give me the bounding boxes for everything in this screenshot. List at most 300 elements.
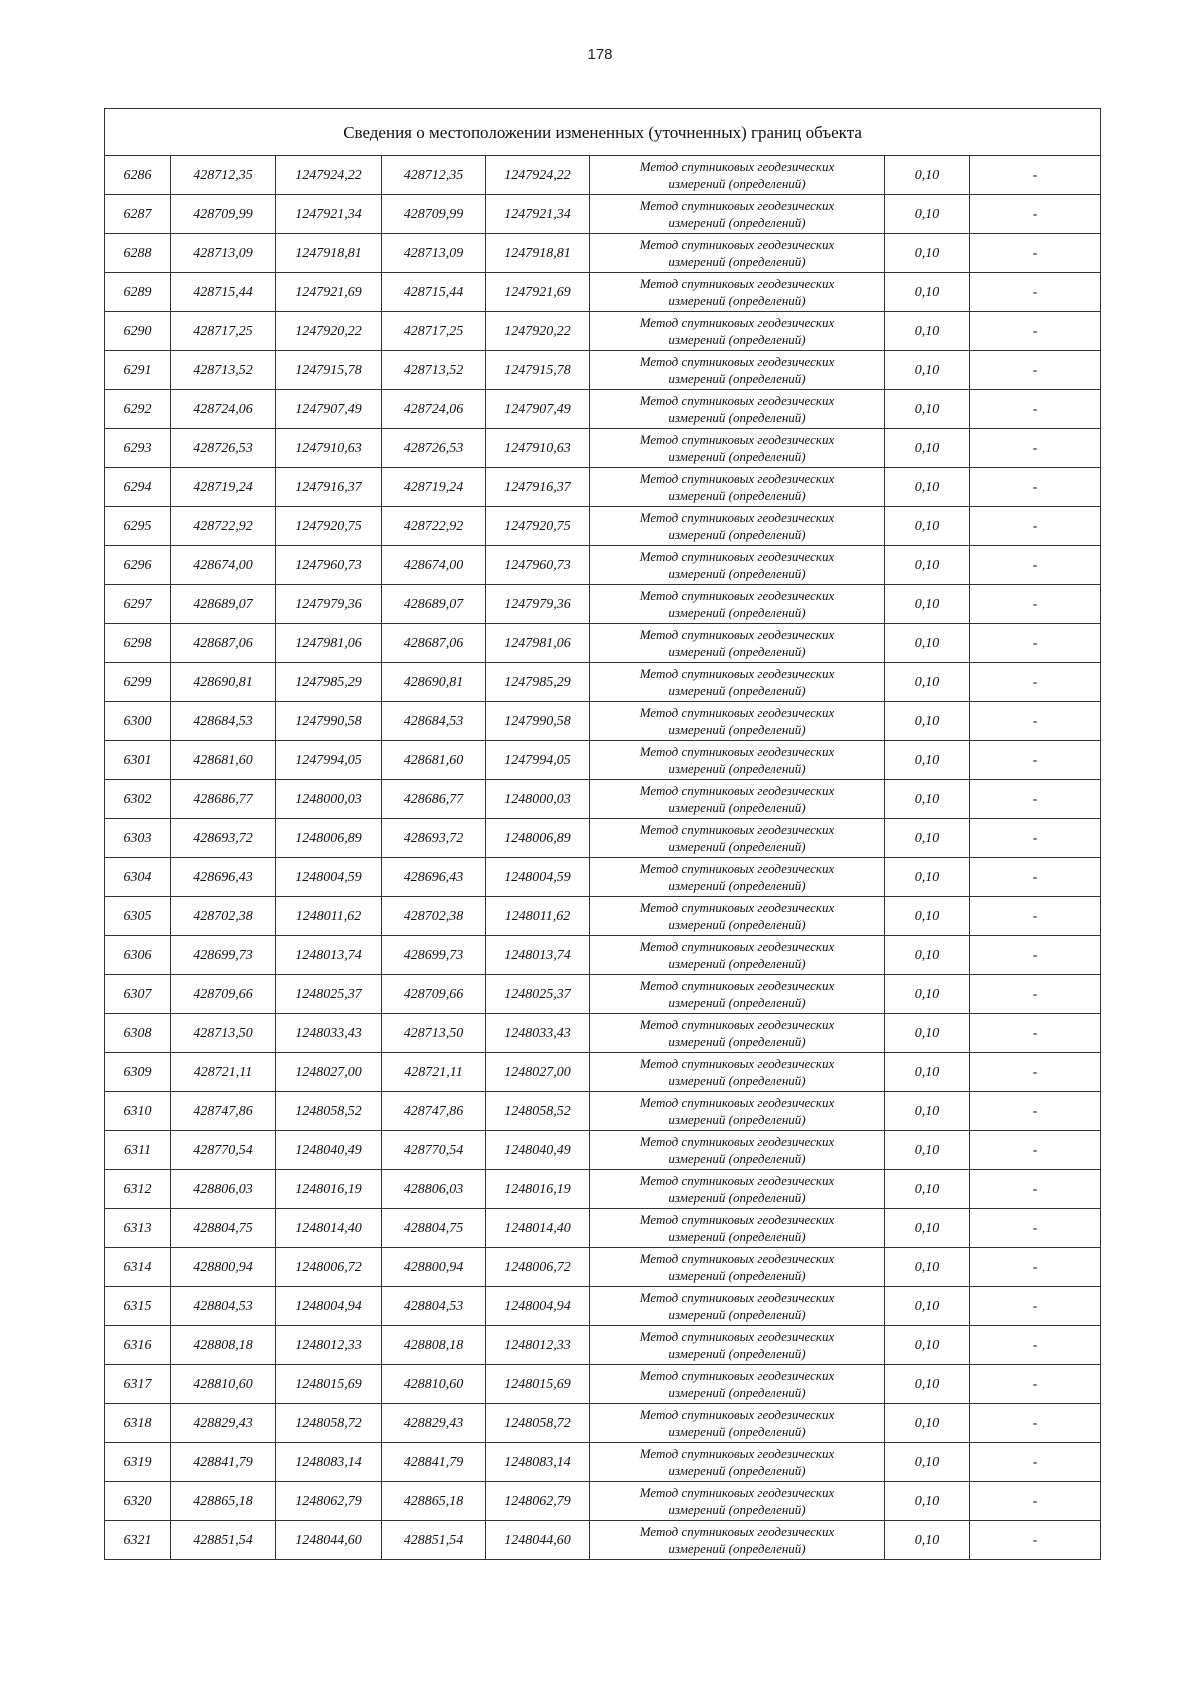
note-cell: - [970, 1443, 1101, 1482]
method-line-2: измерений (определений) [668, 293, 806, 308]
method-line-1: Метод спутниковых геодезических [639, 276, 835, 291]
y-old-cell: 1248062,79 [276, 1482, 382, 1521]
note-cell: - [970, 1521, 1101, 1560]
method-line-2: измерений (определений) [668, 878, 806, 893]
y-old-cell: 1248027,00 [276, 1053, 382, 1092]
table-row [105, 1014, 1101, 1053]
x-new-cell: 428804,75 [382, 1209, 486, 1248]
method-line-1: Метод спутниковых геодезических [639, 1134, 835, 1149]
table-row [105, 780, 1101, 819]
method-line-2: измерений (определений) [668, 605, 806, 620]
x-new-cell: 428804,53 [382, 1287, 486, 1326]
point-number-cell: 6303 [105, 819, 171, 858]
accuracy-cell: 0,10 [885, 780, 970, 819]
method-cell [590, 624, 885, 663]
note-cell: - [970, 819, 1101, 858]
y-old-cell: 1248006,72 [276, 1248, 382, 1287]
note-cell: - [970, 1131, 1101, 1170]
accuracy-cell: 0,10 [885, 507, 970, 546]
method-line-1: Метод спутниковых геодезических [639, 237, 835, 252]
method-cell [590, 1326, 885, 1365]
method-line-2: измерений (определений) [668, 566, 806, 581]
x-old-cell: 428690,81 [171, 663, 276, 702]
x-new-cell: 428851,54 [382, 1521, 486, 1560]
x-new-cell: 428713,52 [382, 351, 486, 390]
point-number-cell: 6300 [105, 702, 171, 741]
y-old-cell: 1247910,63 [276, 429, 382, 468]
x-old-cell: 428709,66 [171, 975, 276, 1014]
method-cell [590, 546, 885, 585]
method-line-1: Метод спутниковых геодезических [639, 627, 835, 642]
method-line-1: Метод спутниковых геодезических [639, 1446, 835, 1461]
x-old-cell: 428747,86 [171, 1092, 276, 1131]
point-number-cell: 6305 [105, 897, 171, 936]
method-line-2: измерений (определений) [668, 410, 806, 425]
x-new-cell: 428810,60 [382, 1365, 486, 1404]
point-number-cell: 6312 [105, 1170, 171, 1209]
x-old-cell: 428722,92 [171, 507, 276, 546]
method-line-1: Метод спутниковых геодезических [639, 159, 835, 174]
x-new-cell: 428681,60 [382, 741, 486, 780]
note-cell: - [970, 1326, 1101, 1365]
method-line-2: измерений (определений) [668, 1112, 806, 1127]
x-old-cell: 428713,50 [171, 1014, 276, 1053]
method-cell [590, 936, 885, 975]
y-old-cell: 1247990,58 [276, 702, 382, 741]
method-line-1: Метод спутниковых геодезических [639, 1095, 835, 1110]
method-line-1: Метод спутниковых геодезических [639, 939, 835, 954]
method-line-1: Метод спутниковых геодезических [639, 510, 835, 525]
accuracy-cell: 0,10 [885, 1326, 970, 1365]
point-number-cell: 6318 [105, 1404, 171, 1443]
accuracy-cell: 0,10 [885, 273, 970, 312]
method-line-1: Метод спутниковых геодезических [639, 1524, 835, 1539]
method-cell [590, 858, 885, 897]
method-line-1: Метод спутниковых геодезических [639, 588, 835, 603]
accuracy-cell: 0,10 [885, 1248, 970, 1287]
x-new-cell: 428684,53 [382, 702, 486, 741]
note-cell: - [970, 741, 1101, 780]
y-old-cell: 1248012,33 [276, 1326, 382, 1365]
method-line-1: Метод спутниковых геодезических [639, 549, 835, 564]
y-new-cell: 1248015,69 [486, 1365, 590, 1404]
x-old-cell: 428713,52 [171, 351, 276, 390]
point-number-cell: 6288 [105, 234, 171, 273]
note-cell: - [970, 975, 1101, 1014]
x-new-cell: 428709,66 [382, 975, 486, 1014]
y-old-cell: 1247916,37 [276, 468, 382, 507]
accuracy-cell: 0,10 [885, 585, 970, 624]
method-line-1: Метод спутниковых геодезических [639, 198, 835, 213]
point-number-cell: 6307 [105, 975, 171, 1014]
x-old-cell: 428726,53 [171, 429, 276, 468]
x-new-cell: 428712,35 [382, 156, 486, 195]
y-new-cell: 1248083,14 [486, 1443, 590, 1482]
table-row [105, 1131, 1101, 1170]
y-old-cell: 1247924,22 [276, 156, 382, 195]
method-line-1: Метод спутниковых геодезических [639, 471, 835, 486]
method-line-2: измерений (определений) [668, 1346, 806, 1361]
y-old-cell: 1248014,40 [276, 1209, 382, 1248]
y-old-cell: 1247920,75 [276, 507, 382, 546]
method-line-2: измерений (определений) [668, 995, 806, 1010]
y-old-cell: 1248011,62 [276, 897, 382, 936]
y-old-cell: 1248013,74 [276, 936, 382, 975]
method-line-1: Метод спутниковых геодезических [639, 900, 835, 915]
method-line-1: Метод спутниковых геодезических [639, 1173, 835, 1188]
accuracy-cell: 0,10 [885, 663, 970, 702]
method-cell [590, 1365, 885, 1404]
accuracy-cell: 0,10 [885, 468, 970, 507]
y-new-cell: 1248058,72 [486, 1404, 590, 1443]
method-cell [590, 1170, 885, 1209]
table-row [105, 1170, 1101, 1209]
y-new-cell: 1248014,40 [486, 1209, 590, 1248]
note-cell: - [970, 936, 1101, 975]
y-new-cell: 1248062,79 [486, 1482, 590, 1521]
method-cell [590, 1131, 885, 1170]
x-new-cell: 428713,50 [382, 1014, 486, 1053]
accuracy-cell: 0,10 [885, 1014, 970, 1053]
accuracy-cell: 0,10 [885, 1053, 970, 1092]
note-cell: - [970, 663, 1101, 702]
y-new-cell: 1247981,06 [486, 624, 590, 663]
accuracy-cell: 0,10 [885, 1482, 970, 1521]
point-number-cell: 6286 [105, 156, 171, 195]
method-line-2: измерений (определений) [668, 1190, 806, 1205]
accuracy-cell: 0,10 [885, 897, 970, 936]
method-cell [590, 780, 885, 819]
x-new-cell: 428719,24 [382, 468, 486, 507]
table-row [105, 156, 1101, 195]
table-row [105, 429, 1101, 468]
method-line-2: измерений (определений) [668, 956, 806, 971]
table-row [105, 351, 1101, 390]
accuracy-cell: 0,10 [885, 1170, 970, 1209]
table-row [105, 1521, 1101, 1560]
x-old-cell: 428851,54 [171, 1521, 276, 1560]
point-number-cell: 6309 [105, 1053, 171, 1092]
x-new-cell: 428693,72 [382, 819, 486, 858]
y-old-cell: 1247979,36 [276, 585, 382, 624]
x-new-cell: 428721,11 [382, 1053, 486, 1092]
note-cell: - [970, 156, 1101, 195]
x-new-cell: 428690,81 [382, 663, 486, 702]
table-row [105, 858, 1101, 897]
y-old-cell: 1248006,89 [276, 819, 382, 858]
accuracy-cell: 0,10 [885, 936, 970, 975]
table-title: Сведения о местоположении измененных (уточненных) границ объекта [105, 109, 1101, 156]
method-cell [590, 351, 885, 390]
y-old-cell: 1248016,19 [276, 1170, 382, 1209]
x-old-cell: 428806,03 [171, 1170, 276, 1209]
point-number-cell: 6296 [105, 546, 171, 585]
x-new-cell: 428689,07 [382, 585, 486, 624]
x-new-cell: 428674,00 [382, 546, 486, 585]
note-cell: - [970, 1482, 1101, 1521]
method-cell [590, 234, 885, 273]
y-old-cell: 1247921,34 [276, 195, 382, 234]
accuracy-cell: 0,10 [885, 429, 970, 468]
table-row [105, 468, 1101, 507]
accuracy-cell: 0,10 [885, 312, 970, 351]
method-line-2: измерений (определений) [668, 1541, 806, 1556]
y-old-cell: 1247907,49 [276, 390, 382, 429]
point-number-cell: 6299 [105, 663, 171, 702]
point-number-cell: 6298 [105, 624, 171, 663]
y-new-cell: 1248027,00 [486, 1053, 590, 1092]
y-old-cell: 1248033,43 [276, 1014, 382, 1053]
x-old-cell: 428719,24 [171, 468, 276, 507]
table-row [105, 507, 1101, 546]
note-cell: - [970, 702, 1101, 741]
point-number-cell: 6290 [105, 312, 171, 351]
y-new-cell: 1248004,59 [486, 858, 590, 897]
x-old-cell: 428804,75 [171, 1209, 276, 1248]
method-line-2: измерений (определений) [668, 1463, 806, 1478]
x-old-cell: 428681,60 [171, 741, 276, 780]
point-number-cell: 6317 [105, 1365, 171, 1404]
y-old-cell: 1248040,49 [276, 1131, 382, 1170]
method-line-2: измерений (определений) [668, 1151, 806, 1166]
y-new-cell: 1247916,37 [486, 468, 590, 507]
y-old-cell: 1247994,05 [276, 741, 382, 780]
y-new-cell: 1247960,73 [486, 546, 590, 585]
y-new-cell: 1247920,75 [486, 507, 590, 546]
point-number-cell: 6289 [105, 273, 171, 312]
x-new-cell: 428841,79 [382, 1443, 486, 1482]
method-cell [590, 273, 885, 312]
method-line-2: измерений (определений) [668, 371, 806, 386]
x-new-cell: 428865,18 [382, 1482, 486, 1521]
x-old-cell: 428687,06 [171, 624, 276, 663]
y-new-cell: 1248058,52 [486, 1092, 590, 1131]
method-line-2: измерений (определений) [668, 176, 806, 191]
y-old-cell: 1248083,14 [276, 1443, 382, 1482]
method-line-1: Метод спутниковых геодезических [639, 744, 835, 759]
accuracy-cell: 0,10 [885, 234, 970, 273]
y-new-cell: 1248044,60 [486, 1521, 590, 1560]
note-cell: - [970, 468, 1101, 507]
note-cell: - [970, 234, 1101, 273]
method-line-2: измерений (определений) [668, 1268, 806, 1283]
y-new-cell: 1247907,49 [486, 390, 590, 429]
point-number-cell: 6314 [105, 1248, 171, 1287]
method-cell [590, 429, 885, 468]
y-new-cell: 1248040,49 [486, 1131, 590, 1170]
accuracy-cell: 0,10 [885, 546, 970, 585]
note-cell: - [970, 312, 1101, 351]
method-line-2: измерений (определений) [668, 254, 806, 269]
y-new-cell: 1247990,58 [486, 702, 590, 741]
method-cell [590, 741, 885, 780]
y-new-cell: 1247910,63 [486, 429, 590, 468]
accuracy-cell: 0,10 [885, 1092, 970, 1131]
y-old-cell: 1248044,60 [276, 1521, 382, 1560]
note-cell: - [970, 1170, 1101, 1209]
y-old-cell: 1247981,06 [276, 624, 382, 663]
table-row [105, 702, 1101, 741]
x-old-cell: 428686,77 [171, 780, 276, 819]
note-cell: - [970, 897, 1101, 936]
table-row [105, 1326, 1101, 1365]
x-new-cell: 428722,92 [382, 507, 486, 546]
y-old-cell: 1248000,03 [276, 780, 382, 819]
note-cell: - [970, 1209, 1101, 1248]
method-line-2: измерений (определений) [668, 449, 806, 464]
accuracy-cell: 0,10 [885, 351, 970, 390]
accuracy-cell: 0,10 [885, 702, 970, 741]
accuracy-cell: 0,10 [885, 1521, 970, 1560]
method-line-1: Метод спутниковых геодезических [639, 1407, 835, 1422]
table-row [105, 624, 1101, 663]
y-new-cell: 1248016,19 [486, 1170, 590, 1209]
point-number-cell: 6310 [105, 1092, 171, 1131]
x-new-cell: 428715,44 [382, 273, 486, 312]
y-old-cell: 1247985,29 [276, 663, 382, 702]
method-cell [590, 663, 885, 702]
y-new-cell: 1248000,03 [486, 780, 590, 819]
y-old-cell: 1247960,73 [276, 546, 382, 585]
x-new-cell: 428770,54 [382, 1131, 486, 1170]
method-cell [590, 507, 885, 546]
note-cell: - [970, 1248, 1101, 1287]
method-cell [590, 1014, 885, 1053]
method-line-1: Метод спутниковых геодезических [639, 666, 835, 681]
x-old-cell: 428702,38 [171, 897, 276, 936]
x-old-cell: 428865,18 [171, 1482, 276, 1521]
table-row [105, 312, 1101, 351]
method-line-2: измерений (определений) [668, 1424, 806, 1439]
method-cell [590, 1443, 885, 1482]
x-old-cell: 428689,07 [171, 585, 276, 624]
x-old-cell: 428684,53 [171, 702, 276, 741]
method-line-1: Метод спутниковых геодезических [639, 1056, 835, 1071]
method-line-1: Метод спутниковых геодезических [639, 978, 835, 993]
accuracy-cell: 0,10 [885, 1209, 970, 1248]
y-old-cell: 1248025,37 [276, 975, 382, 1014]
method-cell [590, 702, 885, 741]
note-cell: - [970, 351, 1101, 390]
y-new-cell: 1247918,81 [486, 234, 590, 273]
accuracy-cell: 0,10 [885, 624, 970, 663]
point-number-cell: 6293 [105, 429, 171, 468]
point-number-cell: 6315 [105, 1287, 171, 1326]
accuracy-cell: 0,10 [885, 858, 970, 897]
x-old-cell: 428715,44 [171, 273, 276, 312]
accuracy-cell: 0,10 [885, 390, 970, 429]
method-line-2: измерений (определений) [668, 800, 806, 815]
method-cell [590, 975, 885, 1014]
x-new-cell: 428702,38 [382, 897, 486, 936]
x-new-cell: 428747,86 [382, 1092, 486, 1131]
method-cell [590, 1209, 885, 1248]
y-new-cell: 1248025,37 [486, 975, 590, 1014]
accuracy-cell: 0,10 [885, 195, 970, 234]
note-cell: - [970, 1287, 1101, 1326]
table-row [105, 1482, 1101, 1521]
table-row [105, 975, 1101, 1014]
method-cell [590, 819, 885, 858]
note-cell: - [970, 858, 1101, 897]
method-cell [590, 1248, 885, 1287]
method-cell [590, 1053, 885, 1092]
y-new-cell: 1247921,69 [486, 273, 590, 312]
x-new-cell: 428687,06 [382, 624, 486, 663]
method-cell [590, 1092, 885, 1131]
note-cell: - [970, 1404, 1101, 1443]
table-row [105, 1248, 1101, 1287]
y-new-cell: 1248012,33 [486, 1326, 590, 1365]
method-line-1: Метод спутниковых геодезических [639, 1212, 835, 1227]
accuracy-cell: 0,10 [885, 975, 970, 1014]
table-row [105, 741, 1101, 780]
y-new-cell: 1248006,72 [486, 1248, 590, 1287]
method-line-1: Метод спутниковых геодезических [639, 1485, 835, 1500]
point-number-cell: 6291 [105, 351, 171, 390]
y-old-cell: 1248015,69 [276, 1365, 382, 1404]
y-new-cell: 1247920,22 [486, 312, 590, 351]
y-old-cell: 1248004,59 [276, 858, 382, 897]
x-old-cell: 428804,53 [171, 1287, 276, 1326]
y-old-cell: 1247915,78 [276, 351, 382, 390]
method-line-2: измерений (определений) [668, 1229, 806, 1244]
note-cell: - [970, 1092, 1101, 1131]
accuracy-cell: 0,10 [885, 741, 970, 780]
x-new-cell: 428726,53 [382, 429, 486, 468]
method-line-2: измерений (определений) [668, 215, 806, 230]
x-old-cell: 428829,43 [171, 1404, 276, 1443]
method-line-1: Метод спутниковых геодезических [639, 783, 835, 798]
method-cell [590, 1287, 885, 1326]
x-old-cell: 428709,99 [171, 195, 276, 234]
method-line-2: измерений (определений) [668, 839, 806, 854]
y-new-cell: 1247994,05 [486, 741, 590, 780]
note-cell: - [970, 390, 1101, 429]
method-cell [590, 1404, 885, 1443]
accuracy-cell: 0,10 [885, 1287, 970, 1326]
method-line-1: Метод спутниковых геодезических [639, 354, 835, 369]
method-line-2: измерений (определений) [668, 683, 806, 698]
note-cell: - [970, 624, 1101, 663]
point-number-cell: 6297 [105, 585, 171, 624]
method-line-2: измерений (определений) [668, 1385, 806, 1400]
x-new-cell: 428717,25 [382, 312, 486, 351]
x-old-cell: 428696,43 [171, 858, 276, 897]
note-cell: - [970, 429, 1101, 468]
point-number-cell: 6321 [105, 1521, 171, 1560]
method-line-2: измерений (определений) [668, 1502, 806, 1517]
y-new-cell: 1248006,89 [486, 819, 590, 858]
method-line-2: измерений (определений) [668, 761, 806, 776]
method-line-1: Метод спутниковых геодезических [639, 705, 835, 720]
x-new-cell: 428713,09 [382, 234, 486, 273]
method-cell [590, 897, 885, 936]
x-new-cell: 428699,73 [382, 936, 486, 975]
x-new-cell: 428696,43 [382, 858, 486, 897]
table-row [105, 663, 1101, 702]
method-line-2: измерений (определений) [668, 332, 806, 347]
y-old-cell: 1247920,22 [276, 312, 382, 351]
x-old-cell: 428717,25 [171, 312, 276, 351]
page-number: 178 [587, 46, 613, 63]
note-cell: - [970, 546, 1101, 585]
table-row [105, 195, 1101, 234]
note-cell: - [970, 1365, 1101, 1404]
method-line-1: Метод спутниковых геодезических [639, 822, 835, 837]
note-cell: - [970, 195, 1101, 234]
method-line-1: Метод спутниковых геодезических [639, 861, 835, 876]
